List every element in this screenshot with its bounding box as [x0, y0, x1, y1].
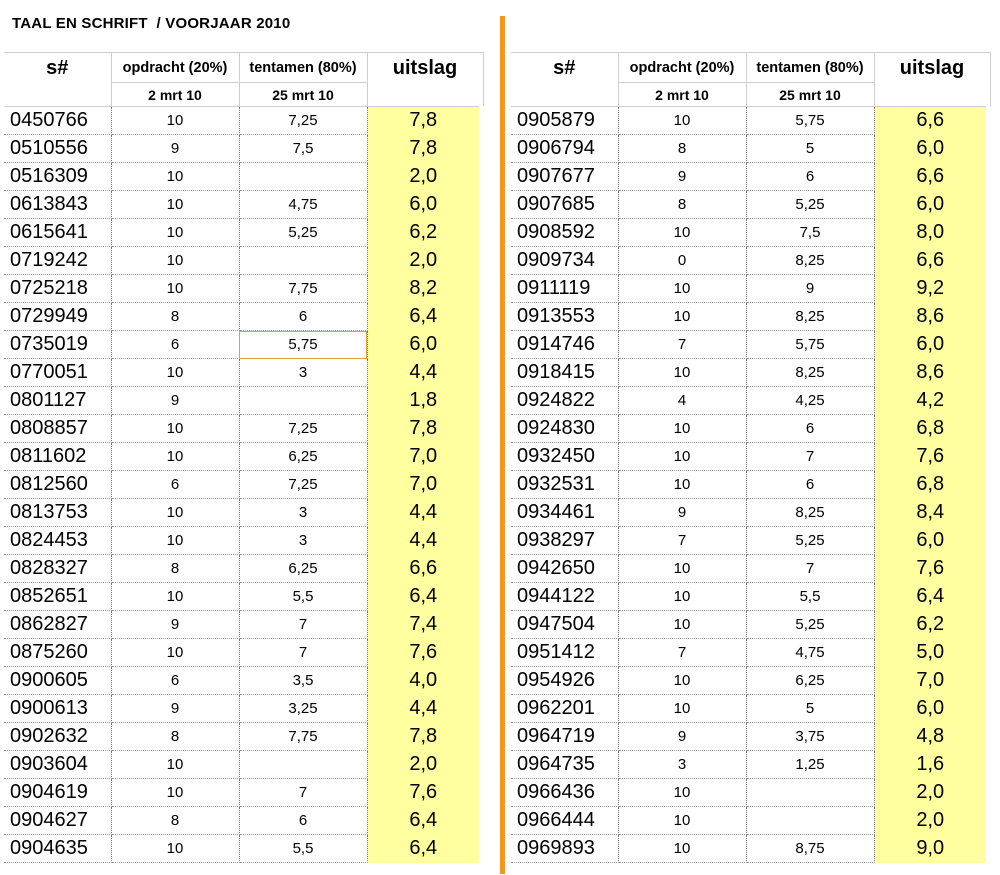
table-row [4, 275, 483, 303]
assignment-score-cell[interactable]: 10 [111, 107, 239, 135]
student-id-cell[interactable]: 0942650 [511, 555, 618, 583]
exam-score-cell[interactable]: 1,25 [746, 751, 874, 779]
exam-score-cell[interactable] [239, 751, 367, 779]
result-cell[interactable]: 4,4 [367, 359, 483, 387]
student-id-cell[interactable]: 0932450 [511, 443, 618, 471]
student-id-cell[interactable]: 0904627 [4, 807, 111, 835]
table-row [4, 443, 483, 471]
table-row [511, 247, 990, 275]
table-row [4, 723, 483, 751]
header-result[interactable]: uitslag [367, 53, 483, 83]
table-row [511, 135, 990, 163]
exam-score-cell[interactable] [746, 779, 874, 807]
student-id-cell[interactable]: 0938297 [511, 527, 618, 555]
student-id-cell[interactable]: 0966436 [511, 779, 618, 807]
table-row [4, 807, 483, 835]
result-cell[interactable]: 4,4 [367, 695, 483, 723]
result-cell[interactable]: 7,8 [367, 135, 483, 163]
assignment-score-cell[interactable]: 10 [618, 219, 746, 247]
table-row [4, 527, 483, 555]
table-row [511, 471, 990, 499]
table-row [4, 135, 483, 163]
exam-score-cell[interactable]: 3 [239, 499, 367, 527]
table-row [511, 163, 990, 191]
assignment-score-cell[interactable]: 9 [111, 135, 239, 163]
table-row [4, 499, 483, 527]
student-id-cell[interactable]: 0934461 [511, 499, 618, 527]
student-id-cell[interactable]: 0729949 [4, 303, 111, 331]
assignment-score-cell[interactable]: 10 [618, 695, 746, 723]
exam-score-cell[interactable]: 3,5 [239, 667, 367, 695]
exam-score-cell[interactable]: 6 [746, 163, 874, 191]
table-row [4, 331, 483, 359]
result-cell[interactable]: 6,6 [874, 163, 990, 191]
exam-date[interactable]: 25 mrt 10 [746, 83, 874, 107]
table-row [511, 303, 990, 331]
exam-score-cell[interactable]: 6 [239, 303, 367, 331]
exam-score-cell[interactable]: 5,75 [746, 331, 874, 359]
assignment-score-cell[interactable]: 10 [618, 555, 746, 583]
assignment-score-cell[interactable]: 10 [111, 751, 239, 779]
student-id-cell[interactable]: 0903604 [4, 751, 111, 779]
student-id-cell[interactable]: 0904619 [4, 779, 111, 807]
result-cell[interactable]: 6,4 [874, 583, 990, 611]
result-cell[interactable]: 7,0 [367, 471, 483, 499]
student-id-cell[interactable]: 0914746 [511, 331, 618, 359]
assignment-score-cell[interactable]: 10 [618, 415, 746, 443]
assignment-score-cell[interactable]: 10 [111, 191, 239, 219]
table-row [4, 751, 483, 779]
result-cell[interactable]: 4,8 [874, 723, 990, 751]
result-cell[interactable]: 6,4 [367, 583, 483, 611]
table-row [511, 695, 990, 723]
assignment-score-cell[interactable]: 8 [618, 135, 746, 163]
exam-score-cell[interactable]: 3 [239, 359, 367, 387]
result-cell[interactable]: 2,0 [367, 247, 483, 275]
assignment-score-cell[interactable]: 10 [111, 247, 239, 275]
result-cell[interactable]: 4,0 [367, 667, 483, 695]
assignment-score-cell[interactable]: 9 [618, 499, 746, 527]
exam-score-cell[interactable]: 8,25 [746, 499, 874, 527]
assignment-score-cell[interactable]: 6 [111, 471, 239, 499]
student-id-cell[interactable]: 0904635 [4, 835, 111, 863]
assignment-score-cell[interactable]: 7 [618, 639, 746, 667]
result-cell[interactable]: 6,2 [874, 611, 990, 639]
table-row [511, 191, 990, 219]
table-row [511, 807, 990, 835]
result-cell[interactable]: 8,6 [874, 303, 990, 331]
date-empty-cell[interactable] [4, 83, 111, 107]
exam-score-cell[interactable]: 5,5 [239, 835, 367, 863]
table-row [511, 415, 990, 443]
result-cell[interactable]: 7,6 [367, 779, 483, 807]
exam-score-cell[interactable] [746, 807, 874, 835]
exam-score-cell[interactable]: 6 [239, 807, 367, 835]
assignment-score-cell[interactable]: 3 [618, 751, 746, 779]
result-cell[interactable]: 7,8 [367, 415, 483, 443]
result-cell[interactable]: 8,4 [874, 499, 990, 527]
table-row [4, 583, 483, 611]
table-row [4, 107, 483, 135]
exam-score-cell[interactable]: 8,25 [746, 359, 874, 387]
result-cell[interactable]: 6,4 [367, 303, 483, 331]
assignment-score-cell[interactable]: 10 [111, 275, 239, 303]
assignment-score-cell[interactable]: 10 [111, 443, 239, 471]
result-cell[interactable]: 6,0 [874, 695, 990, 723]
table-row [511, 779, 990, 807]
table-row [4, 303, 483, 331]
exam-score-cell[interactable]: 6 [746, 415, 874, 443]
exam-score-cell[interactable]: 7,75 [239, 275, 367, 303]
result-cell[interactable]: 5,0 [874, 639, 990, 667]
exam-score-cell[interactable]: 8,25 [746, 247, 874, 275]
assignment-score-cell[interactable]: 9 [111, 695, 239, 723]
result-cell[interactable]: 6,2 [367, 219, 483, 247]
result-cell[interactable]: 6,6 [874, 247, 990, 275]
exam-score-cell[interactable]: 6,25 [239, 555, 367, 583]
assignment-score-cell[interactable]: 9 [111, 387, 239, 415]
table-row [511, 751, 990, 779]
result-cell[interactable]: 9,0 [874, 835, 990, 863]
student-id-cell[interactable]: 0907677 [511, 163, 618, 191]
assignment-score-cell[interactable]: 10 [618, 471, 746, 499]
table-row [4, 667, 483, 695]
student-id-cell[interactable]: 0906794 [511, 135, 618, 163]
assignment-score-cell[interactable]: 10 [618, 779, 746, 807]
assignment-score-cell[interactable]: 10 [111, 219, 239, 247]
student-id-cell[interactable]: 0966444 [511, 807, 618, 835]
student-id-cell[interactable]: 0812560 [4, 471, 111, 499]
result-cell[interactable]: 6,0 [367, 331, 483, 359]
table-row [511, 275, 990, 303]
assignment-score-cell[interactable]: 9 [618, 163, 746, 191]
table-row [4, 471, 483, 499]
table-row [4, 247, 483, 275]
table-row [511, 723, 990, 751]
student-id-cell[interactable]: 0450766 [4, 107, 111, 135]
table-row [511, 219, 990, 247]
exam-score-cell[interactable] [239, 163, 367, 191]
student-id-cell[interactable]: 0911119 [511, 275, 618, 303]
exam-score-cell[interactable]: 5 [746, 695, 874, 723]
result-cell[interactable]: 4,4 [367, 499, 483, 527]
exam-score-cell[interactable]: 5,25 [746, 191, 874, 219]
exam-score-cell[interactable]: 8,75 [746, 835, 874, 863]
result-cell[interactable]: 6,8 [874, 415, 990, 443]
exam-score-cell[interactable]: 7 [746, 555, 874, 583]
result-cell[interactable]: 8,2 [367, 275, 483, 303]
assignment-score-cell[interactable]: 8 [618, 191, 746, 219]
result-cell[interactable]: 6,0 [874, 331, 990, 359]
student-id-cell[interactable]: 0735019 [4, 331, 111, 359]
exam-score-cell[interactable]: 7 [746, 443, 874, 471]
result-cell[interactable]: 9,2 [874, 275, 990, 303]
exam-score-cell[interactable]: 5,5 [239, 583, 367, 611]
table-row [4, 639, 483, 667]
table-row [511, 359, 990, 387]
assignment-score-cell[interactable]: 8 [111, 555, 239, 583]
result-cell[interactable]: 6,0 [367, 191, 483, 219]
assignment-score-cell[interactable]: 7 [618, 331, 746, 359]
result-date-empty-cell[interactable] [874, 83, 990, 107]
student-id-cell[interactable]: 0615641 [4, 219, 111, 247]
assignment-score-cell[interactable]: 10 [111, 527, 239, 555]
result-cell[interactable]: 6,0 [874, 191, 990, 219]
exam-date[interactable]: 25 mrt 10 [239, 83, 367, 107]
assignment-score-cell[interactable]: 10 [111, 163, 239, 191]
table-row [4, 387, 483, 415]
student-id-cell[interactable]: 0962201 [511, 695, 618, 723]
student-id-cell[interactable]: 0964719 [511, 723, 618, 751]
exam-score-cell[interactable]: 8,25 [746, 303, 874, 331]
result-cell[interactable]: 7,0 [874, 667, 990, 695]
student-id-cell[interactable]: 0969893 [511, 835, 618, 863]
table-row [511, 611, 990, 639]
exam-score-cell[interactable] [239, 387, 367, 415]
assignment-score-cell[interactable]: 6 [111, 331, 239, 359]
student-id-cell[interactable]: 0852651 [4, 583, 111, 611]
student-id-cell[interactable]: 0900605 [4, 667, 111, 695]
table-row [4, 555, 483, 583]
assignment-score-cell[interactable]: 10 [618, 667, 746, 695]
result-cell[interactable]: 1,6 [874, 751, 990, 779]
assignment-score-cell[interactable]: 10 [618, 835, 746, 863]
result-cell[interactable]: 2,0 [367, 163, 483, 191]
student-id-cell[interactable]: 0613843 [4, 191, 111, 219]
assignment-score-cell[interactable]: 10 [618, 303, 746, 331]
assignment-score-cell[interactable]: 10 [111, 415, 239, 443]
student-id-cell[interactable]: 0725218 [4, 275, 111, 303]
table-row [4, 359, 483, 387]
result-date-empty-cell[interactable] [367, 83, 483, 107]
student-id-cell[interactable]: 0951412 [511, 639, 618, 667]
exam-score-cell[interactable]: 9 [746, 275, 874, 303]
exam-score-cell[interactable]: 3,75 [746, 723, 874, 751]
header-row [4, 53, 483, 83]
student-id-cell[interactable]: 0770051 [4, 359, 111, 387]
header-result[interactable]: uitslag [874, 53, 990, 83]
assignment-score-cell[interactable]: 10 [111, 583, 239, 611]
table-row [511, 527, 990, 555]
result-cell[interactable]: 6,8 [874, 471, 990, 499]
header-exam[interactable]: tentamen (80%) [239, 53, 367, 83]
exam-score-cell[interactable]: 7,25 [239, 471, 367, 499]
exam-score-cell[interactable]: 3,25 [239, 695, 367, 723]
exam-score-cell[interactable]: 4,75 [746, 639, 874, 667]
table-row [511, 583, 990, 611]
result-cell[interactable]: 7,4 [367, 611, 483, 639]
exam-score-cell[interactable]: 7,75 [239, 723, 367, 751]
result-cell[interactable]: 7,8 [367, 723, 483, 751]
exam-score-cell[interactable]: 7 [239, 639, 367, 667]
assignment-score-cell[interactable]: 10 [618, 359, 746, 387]
grades-table-left [4, 52, 487, 863]
student-id-cell[interactable]: 0905879 [511, 107, 618, 135]
date-row [4, 83, 483, 107]
assignment-score-cell[interactable]: 6 [111, 667, 239, 695]
exam-score-cell[interactable]: 4,25 [746, 387, 874, 415]
assignment-date[interactable]: 2 mrt 10 [111, 83, 239, 107]
table-row [511, 107, 990, 135]
student-id-cell[interactable]: 0719242 [4, 247, 111, 275]
assignment-score-cell[interactable]: 9 [618, 723, 746, 751]
table-row [511, 331, 990, 359]
result-cell[interactable]: 7,6 [874, 443, 990, 471]
assignment-score-cell[interactable]: 4 [618, 387, 746, 415]
assignment-score-cell[interactable]: 10 [618, 107, 746, 135]
student-id-cell[interactable]: 0516309 [4, 163, 111, 191]
result-cell[interactable]: 7,0 [367, 443, 483, 471]
exam-score-cell[interactable]: 7,5 [746, 219, 874, 247]
table-row [4, 191, 483, 219]
date-row [511, 83, 990, 107]
result-cell[interactable]: 8,0 [874, 219, 990, 247]
assignment-score-cell[interactable]: 10 [618, 807, 746, 835]
sheet-title: TAAL EN SCHRIFT / VOORJAAR 2010 [12, 15, 291, 32]
header-student[interactable]: s# [511, 53, 618, 83]
table-row [511, 499, 990, 527]
student-id-cell[interactable]: 0954926 [511, 667, 618, 695]
student-id-cell[interactable]: 0907685 [511, 191, 618, 219]
header-assignment[interactable]: opdracht (20%) [618, 53, 746, 83]
exam-score-cell[interactable]: 7,25 [239, 415, 367, 443]
table-row [511, 387, 990, 415]
result-cell[interactable]: 2,0 [874, 807, 990, 835]
exam-score-cell[interactable]: 5,25 [239, 219, 367, 247]
table-row [511, 667, 990, 695]
result-cell[interactable]: 4,2 [874, 387, 990, 415]
column-divider [500, 16, 505, 874]
student-id-cell[interactable]: 0811602 [4, 443, 111, 471]
student-id-cell[interactable]: 0944122 [511, 583, 618, 611]
student-id-cell[interactable]: 0924830 [511, 415, 618, 443]
student-id-cell[interactable]: 0828327 [4, 555, 111, 583]
exam-score-cell[interactable]: 5,5 [746, 583, 874, 611]
exam-score-cell[interactable]: 5,75 [746, 107, 874, 135]
table-row [4, 779, 483, 807]
table-row [4, 415, 483, 443]
result-cell[interactable]: 6,4 [367, 807, 483, 835]
assignment-score-cell[interactable]: 9 [111, 611, 239, 639]
exam-score-cell[interactable]: 5,25 [746, 527, 874, 555]
exam-score-cell[interactable]: 4,75 [239, 191, 367, 219]
table-row [4, 835, 483, 863]
header-assignment[interactable]: opdracht (20%) [111, 53, 239, 83]
student-id-cell[interactable]: 0932531 [511, 471, 618, 499]
assignment-score-cell[interactable]: 8 [111, 807, 239, 835]
result-cell[interactable]: 4,4 [367, 527, 483, 555]
table-row [511, 555, 990, 583]
assignment-score-cell[interactable]: 10 [111, 779, 239, 807]
student-id-cell[interactable]: 0900613 [4, 695, 111, 723]
student-id-cell[interactable]: 0918415 [511, 359, 618, 387]
assignment-score-cell[interactable]: 10 [618, 583, 746, 611]
assignment-score-cell[interactable]: 7 [618, 527, 746, 555]
assignment-score-cell[interactable]: 10 [111, 639, 239, 667]
exam-score-cell[interactable]: 7 [239, 779, 367, 807]
student-id-cell[interactable]: 0824453 [4, 527, 111, 555]
table-row [511, 835, 990, 863]
exam-score-cell[interactable]: 3 [239, 527, 367, 555]
result-cell[interactable]: 7,6 [367, 639, 483, 667]
student-id-cell[interactable]: 0902632 [4, 723, 111, 751]
result-cell[interactable]: 1,8 [367, 387, 483, 415]
result-cell[interactable]: 6,0 [874, 135, 990, 163]
student-id-cell[interactable]: 0813753 [4, 499, 111, 527]
assignment-score-cell[interactable]: 10 [618, 275, 746, 303]
result-cell[interactable]: 6,0 [874, 527, 990, 555]
exam-score-cell[interactable]: 7,25 [239, 107, 367, 135]
assignment-score-cell[interactable]: 8 [111, 303, 239, 331]
table-row [4, 163, 483, 191]
exam-score-cell[interactable] [239, 247, 367, 275]
exam-score-cell[interactable]: 5 [746, 135, 874, 163]
assignment-date[interactable]: 2 mrt 10 [618, 83, 746, 107]
result-cell[interactable]: 2,0 [874, 779, 990, 807]
exam-score-cell[interactable]: 7 [239, 611, 367, 639]
exam-score-cell[interactable]: 6,25 [746, 667, 874, 695]
student-id-cell[interactable]: 0964735 [511, 751, 618, 779]
result-cell[interactable]: 6,4 [367, 835, 483, 863]
exam-score-cell[interactable]: 6,25 [239, 443, 367, 471]
result-cell[interactable]: 6,6 [367, 555, 483, 583]
student-id-cell[interactable]: 0510556 [4, 135, 111, 163]
table-row [4, 611, 483, 639]
date-empty-cell[interactable] [511, 83, 618, 107]
table-row [511, 639, 990, 667]
result-cell[interactable]: 2,0 [367, 751, 483, 779]
student-id-cell[interactable]: 0947504 [511, 611, 618, 639]
assignment-score-cell[interactable]: 10 [111, 359, 239, 387]
result-cell[interactable]: 7,6 [874, 555, 990, 583]
exam-score-cell[interactable]: 6 [746, 471, 874, 499]
table-row [4, 695, 483, 723]
student-id-cell[interactable]: 0908592 [511, 219, 618, 247]
exam-score-cell[interactable]: 5,25 [746, 611, 874, 639]
result-cell[interactable]: 7,8 [367, 107, 483, 135]
assignment-score-cell[interactable]: 8 [111, 723, 239, 751]
assignment-score-cell[interactable]: 0 [618, 247, 746, 275]
header-row [511, 53, 990, 83]
assignment-score-cell[interactable]: 10 [111, 835, 239, 863]
result-cell[interactable]: 8,6 [874, 359, 990, 387]
grades-table-right [511, 52, 994, 863]
exam-score-cell[interactable]: 7,5 [239, 135, 367, 163]
selected-exam-score-cell[interactable]: 5,75 [239, 331, 367, 359]
student-id-cell[interactable]: 0801127 [4, 387, 111, 415]
header-student[interactable]: s# [4, 53, 111, 83]
student-id-cell[interactable]: 0909734 [511, 247, 618, 275]
table-row [511, 443, 990, 471]
student-id-cell[interactable]: 0862827 [4, 611, 111, 639]
student-id-cell[interactable]: 0875260 [4, 639, 111, 667]
assignment-score-cell[interactable]: 10 [618, 443, 746, 471]
assignment-score-cell[interactable]: 10 [111, 499, 239, 527]
table-row [4, 219, 483, 247]
header-exam[interactable]: tentamen (80%) [746, 53, 874, 83]
student-id-cell[interactable]: 0924822 [511, 387, 618, 415]
assignment-score-cell[interactable]: 10 [618, 611, 746, 639]
student-id-cell[interactable]: 0808857 [4, 415, 111, 443]
student-id-cell[interactable]: 0913553 [511, 303, 618, 331]
result-cell[interactable]: 6,6 [874, 107, 990, 135]
